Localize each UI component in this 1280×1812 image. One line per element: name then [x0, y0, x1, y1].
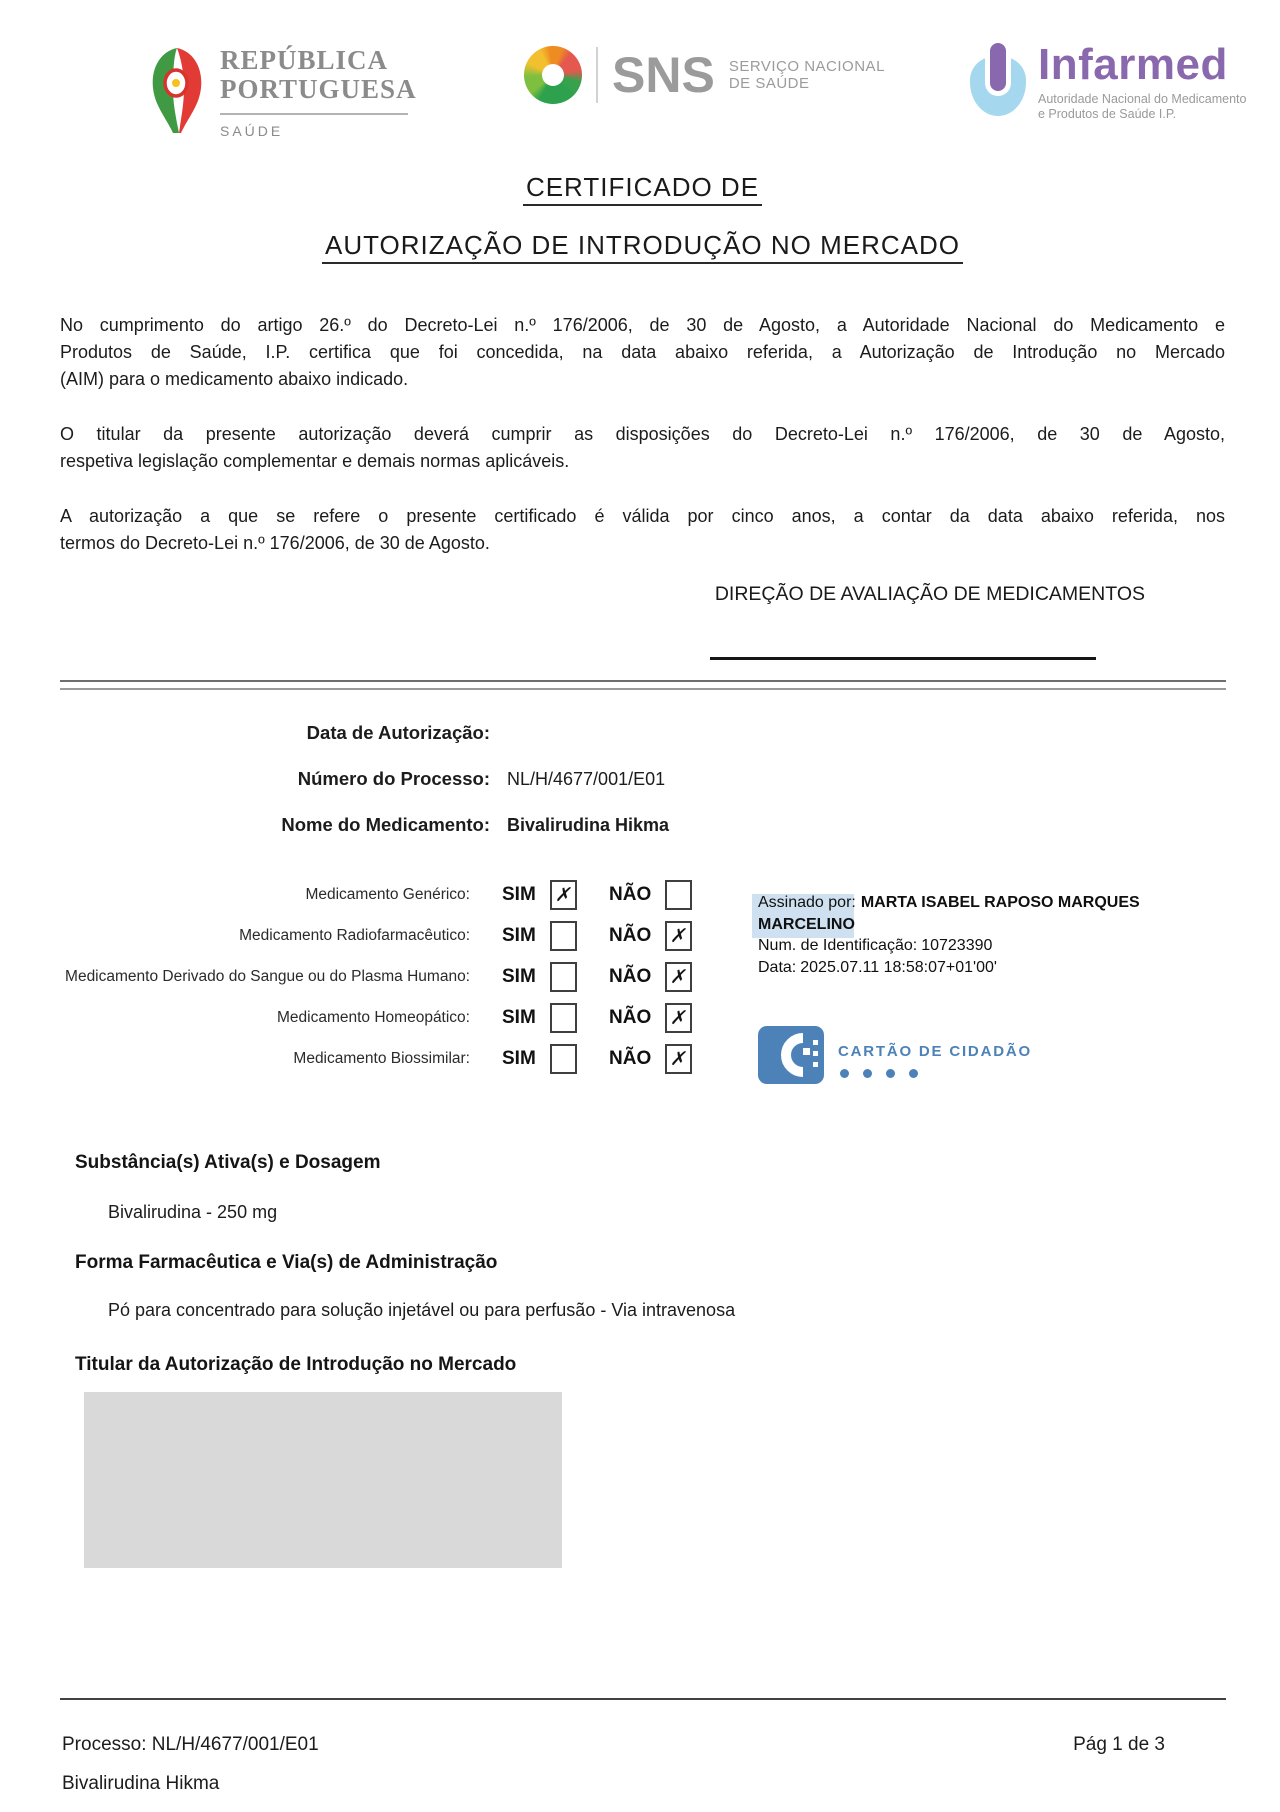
- signature-line: [710, 657, 1096, 660]
- holder-heading: Titular da Autorização de Introdução no Mercado: [75, 1354, 517, 1375]
- paragraph: No cumprimento do artigo 26.º do Decreto-Lei n.º 176/2006, de 30 de Agosto, a Autoridade Nacional do Medicamento e Produtos de Saúde, I.P. certifica que foi concedida, na data abaixo referida, a Autorização de Introdução no Mercado (AIM) para o medicamento abaixo indicado.: [60, 315, 1225, 389]
- nao-label: NÃO: [609, 1006, 652, 1028]
- field-process-number: [60, 768, 669, 790]
- sns-logo: [524, 46, 885, 104]
- infarmed-logo: [970, 42, 1246, 122]
- digital-signature-block: [758, 892, 1178, 978]
- signer-name: MARTA ISABEL RAPOSO MARQUES MARCELINO: [758, 894, 1140, 933]
- holder-redacted-box: [84, 1392, 562, 1568]
- nao-label: NÃO: [609, 965, 652, 987]
- infarmed-blob-icon: [970, 56, 1026, 116]
- cartao-cidadao-dots: [838, 1069, 1032, 1078]
- field-medicine-name: [60, 814, 669, 836]
- cartao-cidadao-label: CARTÃO DE CIDADÃO: [838, 1043, 1032, 1060]
- nao-checkbox: [665, 880, 692, 910]
- sim-checkbox: [550, 1044, 577, 1074]
- footer-process: Processo: NL/H/4677/001/E01: [62, 1734, 319, 1755]
- title-line-1: CERTIFICADO DE: [60, 172, 1225, 203]
- signer-id-label: Num. de Identificação:: [758, 937, 918, 954]
- cartao-cidadao-logo: [758, 1026, 1032, 1089]
- checkbox-row-label: Medicamento Biossimilar:: [293, 1049, 470, 1067]
- checkbox-row: [40, 1038, 740, 1079]
- checkbox-row-label: Medicamento Radiofarmacêutico:: [239, 926, 470, 944]
- sim-label: SIM: [502, 965, 536, 987]
- footer-product-name: Bivalirudina Hikma: [62, 1773, 220, 1794]
- pharmaceutical-form-value: Pó para concentrado para solução injetável ou para perfusão - Via intravenosa: [108, 1300, 736, 1320]
- republica-portuguesa-name: REPÚBLICA PORTUGUESA: [220, 45, 417, 104]
- sns-caption: SERVIÇO NACIONAL DE SAÚDE: [728, 58, 885, 92]
- authorization-date-label: Data de Autorização:: [306, 722, 490, 743]
- document-title: [60, 172, 1225, 261]
- checkbox-grid: [40, 874, 740, 1079]
- sim-checkbox: [550, 1003, 577, 1033]
- checkbox-row: [40, 874, 740, 915]
- section-separator: [60, 680, 1226, 690]
- sim-label: SIM: [502, 1047, 536, 1069]
- nao-label: NÃO: [609, 1047, 652, 1069]
- sns-acronym: SNS: [612, 47, 715, 103]
- nao-checkbox: ✗: [665, 962, 692, 992]
- sim-label: SIM: [502, 883, 536, 905]
- signature-date-label: Data:: [758, 958, 797, 976]
- republica-portuguesa-logo: [150, 46, 417, 139]
- substance-heading: Substância(s) Ativa(s) e Dosagem: [75, 1152, 381, 1173]
- signed-by-label: Assinado por:: [758, 894, 856, 911]
- signer-id-value: 10723390: [921, 937, 993, 954]
- process-number-value: NL/H/4677/001/E01: [507, 769, 666, 789]
- pharmaceutical-form-heading: Forma Farmacêutica e Via(s) de Administração: [75, 1252, 498, 1273]
- checkbox-row-label: Medicamento Derivado do Sangue ou do Plasma Humano:: [65, 967, 470, 985]
- rp-subtitle: SAÚDE: [220, 123, 284, 139]
- checkbox-row: [40, 997, 740, 1038]
- substance-value: Bivalirudina - 250 mg: [108, 1202, 278, 1222]
- infarmed-name: Infarmed: [1038, 40, 1228, 89]
- paragraph: O titular da presente autorização deverá cumprir as disposições do Decreto-Lei n.º 176/2006, de 30 de Agosto, respetiva legislação complementar e demais normas aplicáveis.: [60, 424, 1225, 471]
- checkbox-row: [40, 915, 740, 956]
- sim-label: SIM: [502, 924, 536, 946]
- nao-label: NÃO: [609, 924, 652, 946]
- checkbox-row: [40, 956, 740, 997]
- nao-checkbox: ✗: [665, 921, 692, 951]
- footer-separator: [60, 1698, 1226, 1700]
- medicine-name-label: Nome do Medicamento:: [281, 814, 490, 835]
- nao-checkbox: ✗: [665, 1003, 692, 1033]
- nao-checkbox: ✗: [665, 1044, 692, 1074]
- authorization-fields: [60, 722, 669, 860]
- rp-divider: [220, 113, 408, 115]
- cartao-cidadao-icon: [758, 1026, 824, 1089]
- paragraph: A autorização a que se refere o presente certificado é válida por cinco anos, a contar da data abaixo referida, nos termos do Decreto-Lei n.º 176/2006, de 30 de Agosto.: [60, 506, 1225, 553]
- nao-label: NÃO: [609, 883, 652, 905]
- sns-swirl-icon: [524, 46, 582, 104]
- sim-checkbox: [550, 962, 577, 992]
- medicine-name-value: Bivalirudina Hikma: [507, 815, 670, 835]
- footer-page-number: Pág 1 de 3: [1073, 1734, 1165, 1755]
- signature-date-line: [758, 957, 1178, 979]
- process-number-label: Número do Processo:: [297, 768, 490, 789]
- signature-date-value: 2025.07.11 18:58:07+01'00': [800, 958, 997, 976]
- title-line-2: AUTORIZAÇÃO DE INTRODUÇÃO NO MERCADO: [60, 230, 1225, 261]
- field-authorization-date: [60, 722, 669, 744]
- sim-checkbox: [550, 921, 577, 951]
- checkbox-row-label: Medicamento Homeopático:: [277, 1008, 470, 1026]
- sns-divider: [596, 47, 598, 103]
- republica-portuguesa-emblem-icon: [150, 46, 204, 139]
- body-paragraphs: [60, 312, 1225, 585]
- sim-checkbox: ✗: [550, 880, 577, 910]
- checkbox-row-label: Medicamento Genérico:: [305, 885, 470, 903]
- infarmed-caption: Autoridade Nacional do Medicamento e Produtos de Saúde I.P.: [1038, 92, 1247, 121]
- sim-label: SIM: [502, 1006, 536, 1028]
- direction-label: DIREÇÃO DE AVALIAÇÃO DE MEDICAMENTOS: [714, 583, 1145, 605]
- signer-id-line: [758, 935, 1178, 957]
